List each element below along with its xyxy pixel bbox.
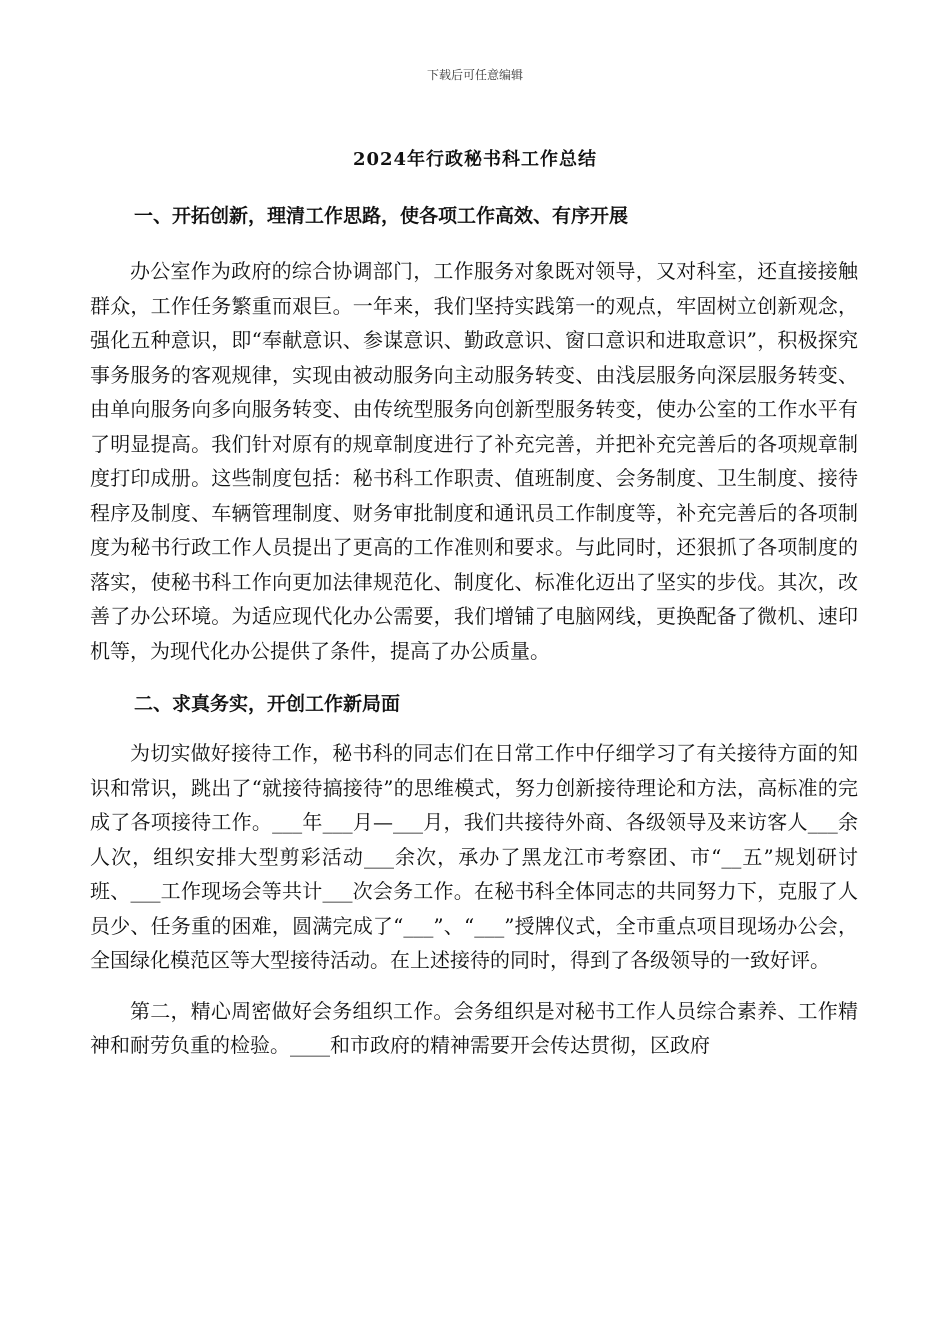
section-heading-2: 二、求真务实，开创工作新局面: [134, 693, 401, 715]
header-note: 下载后可任意编辑: [426, 68, 523, 82]
section-1-paragraph-1: 办公室作为政府的综合协调部门，工作服务对象既对领导，又对科室，还直接接触群众，工作任务繁重而艰巨。一年来，我们坚持实践第一的观点，牢固树立创新观念，强化五种意识，即“奉献意识、参谋意识、勤政意识、窗口意识和进取意识”，积极探究事务服务的客观规律，实现由被动服务向主动服务转变、由浅层服务向深层服务转变、由单向服务向多向服务转变、由传统型服务向创新型服务转变，使办公室的工作水平有了明显提高。我们针对原有的规章制度进行了补充完善，并把补充完善后的各项规章制度打印成册。这些制度包括：秘书科工作职责、值班制度、会务制度、卫生制度、接待程序及制度、车辆管理制度、财务审批制度和通讯员工作制度等，补充完善后的各项制度为秘书行政工作人员提出了更高的工作准则和要求。与此同时，还狠抓了各项制度的落实，使秘书科工作向更加法律规范化、制度化、标准化迈出了坚实的步伐。其次，改善了办公环境。为适应现代化办公需要，我们增铺了电脑网线，更换配备了微机、速印机等，为现代化办公提供了条件，提高了办公质量。: [90, 259, 858, 663]
section-heading-1: 一、开拓创新，理清工作思路，使各项工作高效、有序开展: [134, 205, 629, 227]
section-2-paragraph-2: 第二，精心周密做好会务组织工作。会务组织是对秘书工作人员综合素养、工作精神和耐劳负重的检验。____和市政府的精神需要开会传达贯彻，区政府: [90, 998, 858, 1057]
document-body: [88, 196, 858, 1063]
document-title: 2024年行政秘书科工作总结: [352, 149, 598, 170]
section-2-paragraph-1: 为切实做好接待工作，秘书科的同志们在日常工作中仔细学习了有关接待方面的知识和常识，跳出了“就接待搞接待”的思维模式，努力创新接待理论和方法，高标准的完成了各项接待工作。___年___月—___月，我们共接待外商、各级领导及来访客人___余人次，组织安排大型剪彩活动___余次，承办了黑龙江市考察团、市“__五”规划研讨班、___工作现场会等共计___次会务工作。在秘书科全体同志的共同努力下，克服了人员少、任务重的困难，圆满完成了“___”、“___”授牌仪式，全市重点项目现场办公会，全国绿化模范区等大型接待活动。在上述接待的同时，得到了各级领导的一致好评。: [90, 741, 858, 972]
